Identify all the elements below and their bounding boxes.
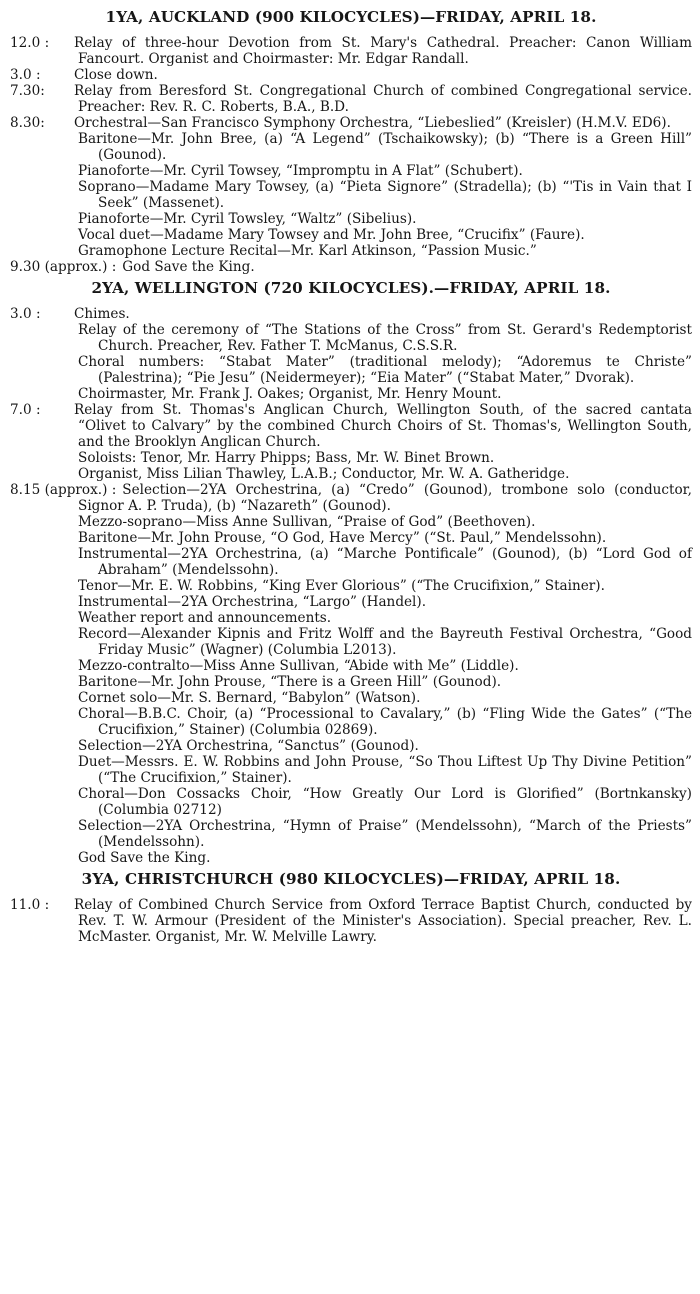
entry-time: 7.30:: [10, 83, 45, 99]
programme-entry: [10, 211, 692, 227]
programme-entry: [10, 179, 692, 211]
entry-text: God Save the King.: [122, 259, 255, 275]
entry-text: Relay of the ceremony of “The Stations of the Cross” from St. Gerard's Redemptorist Church. Preacher, Rev. Father T. McManus, C.S.S.R.: [78, 322, 692, 354]
programme-entry: [10, 83, 692, 115]
entry-text: Organist, Miss Lilian Thawley, L.A.B.; Conductor, Mr. W. A. Gatheridge.: [78, 466, 570, 482]
entry-time: 9.30 (approx.) :: [10, 259, 117, 275]
programme-entry: [10, 738, 692, 754]
entry-text: Choral—B.B.C. Choir, (a) “Processional to Cavalary,” (b) “Fling Wide the Gates” (“The Crucifixion,” Stainer) (Columbia 02869).: [78, 706, 692, 738]
entry-text: Cornet solo—Mr. S. Bernard, “Babylon” (Watson).: [78, 690, 421, 706]
entry-text: Weather report and announcements.: [78, 610, 332, 626]
programme-entry: [10, 386, 692, 402]
programme-entry: [10, 897, 692, 945]
entry-time: 7.0 :: [10, 402, 41, 418]
entry-time: 8.30:: [10, 115, 45, 131]
programme-entry: [10, 402, 692, 450]
programme-entry: [10, 131, 692, 163]
station-section: [10, 870, 692, 945]
entry-text: Selection—2YA Orchestrina, (a) “Credo” (Gounod), trombone solo (conductor, Signor A. P. Truda), (b) “Nazareth” (Gounod).: [78, 482, 692, 514]
station-header: 3YA, CHRISTCHURCH (980 KILOCYCLES)—FRIDAY, APRIL 18.: [81, 870, 621, 888]
entry-text: Baritone—Mr. John Prouse, “O God, Have Mercy” (“St. Paul,” Mendelssohn).: [78, 530, 607, 546]
entry-text: Relay from Beresford St. Congregational Church of combined Congregational service. Preacher: Rev. R. C. Roberts, B.A., B.D.: [74, 83, 692, 115]
programme-entry: [10, 35, 692, 67]
entry-time: 8.15 (approx.) :: [10, 482, 117, 498]
entry-time: 3.0 :: [10, 306, 41, 322]
programme-entry: [10, 514, 692, 530]
entry-time: 11.0 :: [10, 897, 50, 913]
entry-text: Selection—2YA Orchestrina, “Sanctus” (Gounod).: [78, 738, 419, 754]
station-header: 1YA, AUCKLAND (900 KILOCYCLES)—FRIDAY, APRIL 18.: [105, 8, 597, 26]
programme-entry: [10, 674, 692, 690]
entry-text: Pianoforte—Mr. Cyril Towsey, “Impromptu in A Flat” (Schubert).: [78, 163, 523, 179]
programme-entry: [10, 626, 692, 658]
programme-entry: [10, 850, 692, 866]
entry-text: Vocal duet—Madame Mary Towsey and Mr. John Bree, “Crucifix” (Faure).: [78, 227, 585, 243]
programme-entry: [10, 610, 692, 626]
entry-text: Selection—2YA Orchestrina, “Hymn of Praise” (Mendelssohn), “March of the Priests” (Mendelssohn).: [78, 818, 692, 850]
entry-text: Chimes.: [74, 306, 130, 322]
programme-entry: [10, 754, 692, 786]
entry-text: Relay from St. Thomas's Anglican Church, Wellington South, of the sacred cantata “Olivet to Calvary” by the combined Church Choirs of St. Thomas's, Wellington South, and the Brooklyn Anglican Church.: [74, 402, 692, 450]
entry-text: Baritone—Mr. John Prouse, “There is a Green Hill” (Gounod).: [78, 674, 502, 690]
programme-entry: [10, 786, 692, 818]
entry-text: Mezzo-soprano—Miss Anne Sullivan, “Praise of God” (Beethoven).: [78, 514, 536, 530]
programme-entry: [10, 530, 692, 546]
entry-text: Relay of three-hour Devotion from St. Mary's Cathedral. Preacher: Canon William Fancourt. Organist and Choirmaster: Mr. Edgar Randall.: [74, 35, 692, 67]
programme-entry: [10, 243, 692, 259]
programme-entry: [10, 578, 692, 594]
entry-text: Relay of Combined Church Service from Oxford Terrace Baptist Church, conducted by Rev. T. W. Armour (President of the Minister's Association). Special preacher, Rev. L. McMaster. Organist, Mr. W. Melville Lawry.: [74, 897, 692, 945]
programme-entry: [10, 450, 692, 466]
programme-entry: [10, 163, 692, 179]
station-section: [10, 8, 692, 275]
entry-text: God Save the King.: [78, 850, 211, 866]
entry-text: Tenor—Mr. E. W. Robbins, “King Ever Glorious” (“The Crucifixion,” Stainer).: [78, 578, 605, 594]
entry-text: Choral—Don Cossacks Choir, “How Greatly Our Lord is Glorified” (Bortnkansky) (Columbia 02712): [78, 786, 692, 818]
entry-text: Soprano—Madame Mary Towsey, (a) “Pieta Signore” (Stradella); (b) “'Tis in Vain that I Seek” (Massenet).: [78, 179, 692, 211]
programme-entry: [10, 67, 692, 83]
entry-text: Close down.: [74, 67, 158, 83]
entry-text: Soloists: Tenor, Mr. Harry Phipps; Bass, Mr. W. Binet Brown.: [78, 450, 495, 466]
station-header: 2YA, WELLINGTON (720 KILOCYCLES).—FRIDAY, APRIL 18.: [91, 279, 611, 297]
entry-text: Pianoforte—Mr. Cyril Towsley, “Waltz” (Sibelius).: [78, 211, 417, 227]
entry-text: Instrumental—2YA Orchestrina, “Largo” (Handel).: [78, 594, 427, 610]
programme-entry: [10, 354, 692, 386]
programme-entry: [10, 594, 692, 610]
programme-entry: [10, 658, 692, 674]
station-section: [10, 279, 692, 866]
programme-entry: [10, 306, 692, 322]
programme-entry: [10, 259, 692, 275]
programme-entry: [10, 690, 692, 706]
entry-time: 12.0 :: [10, 35, 50, 51]
entry-text: Choirmaster, Mr. Frank J. Oakes; Organist, Mr. Henry Mount.: [78, 386, 502, 402]
entry-text: Record—Alexander Kipnis and Fritz Wolff and the Bayreuth Festival Orchestra, “Good Friday Music” (Wagner) (Columbia L2013).: [78, 626, 692, 658]
programme-entry: [10, 546, 692, 578]
entry-text: Instrumental—2YA Orchestrina, (a) “Marche Pontificale” (Gounod), (b) “Lord God of Abraham” (Mendelssohn).: [78, 546, 692, 578]
entry-text: Baritone—Mr. John Bree, (a) “A Legend” (Tschaikowsky); (b) “There is a Green Hill” (Gounod).: [78, 131, 692, 163]
programme-entry: [10, 322, 692, 354]
programme-entry: [10, 818, 692, 850]
programme-entry: [10, 706, 692, 738]
entry-text: Duet—Messrs. E. W. Robbins and John Prouse, “So Thou Liftest Up Thy Divine Petition” (“The Crucifixion,” Stainer).: [78, 754, 692, 786]
entry-text: Choral numbers: “Stabat Mater” (traditional melody); “Adoremus te Christe” (Palestrina); “Pie Jesu” (Neidermeyer); “Eia Mater” (“Stabat Mater,” Dvorak).: [78, 354, 692, 386]
programme-entry: [10, 227, 692, 243]
entry-text: Mezzo-contralto—Miss Anne Sullivan, “Abide with Me” (Liddle).: [78, 658, 519, 674]
entry-text: Orchestral—San Francisco Symphony Orchestra, “Liebeslied” (Kreisler) (H.M.V. ED6).: [74, 115, 671, 131]
entry-text: Gramophone Lecture Recital—Mr. Karl Atkinson, “Passion Music.”: [78, 243, 537, 259]
programme-entry: [10, 482, 692, 514]
programme-entry: [10, 115, 692, 131]
programme-entry: [10, 466, 692, 482]
entry-time: 3.0 :: [10, 67, 41, 83]
